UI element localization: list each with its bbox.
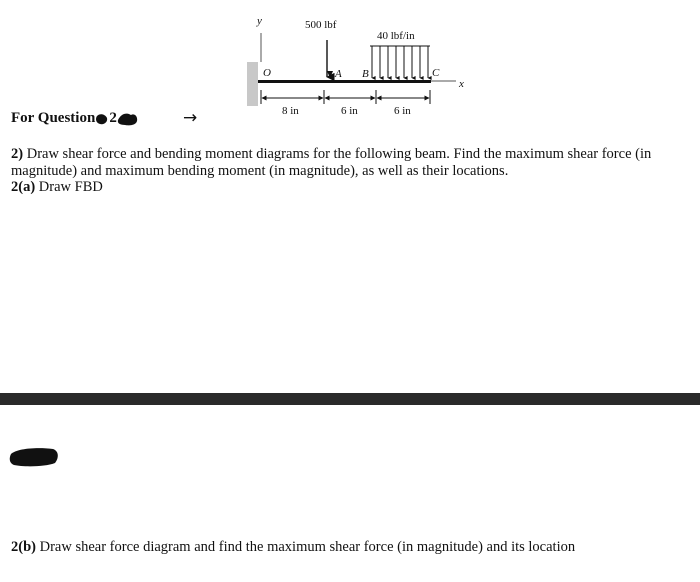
point-b-label: B	[362, 68, 369, 80]
y-axis-label: y	[257, 15, 262, 27]
redaction-mark-3	[9, 446, 59, 468]
question-2a: 2(a) Draw FBD	[11, 179, 103, 195]
dimension-label-1: 8 in	[282, 105, 299, 117]
question-body	[11, 146, 696, 196]
section-divider	[0, 393, 700, 405]
dimension-lines	[261, 90, 430, 104]
point-a-marker	[327, 71, 333, 78]
wall-support	[247, 62, 258, 106]
point-o-label: O	[263, 67, 271, 79]
arrow-icon: →	[183, 108, 198, 128]
point-load-label: 500 lbf	[305, 19, 337, 31]
question-2: 2) Draw shear force and bending moment diagrams for the following beam. Find the maximum shear force (in magnitude) and maximum bending moment (in magnitude), as well as their locations.	[11, 146, 652, 179]
question-heading	[11, 110, 139, 127]
point-c-label: C	[432, 67, 440, 79]
beam-diagram	[0, 0, 700, 120]
beam	[258, 80, 431, 83]
question-heading-prefix: For Question	[11, 110, 96, 126]
redaction-mark-2	[117, 111, 139, 127]
x-axis-label: x	[459, 78, 464, 90]
distributed-load-arrows	[372, 46, 428, 78]
distributed-load-label: 40 lbf/in	[377, 30, 415, 42]
question-heading-number: 2	[109, 110, 117, 126]
dimension-label-2: 6 in	[341, 105, 358, 117]
question-2b: 2(b) Draw shear force diagram and find the maximum shear force (in magnitude) and its location	[11, 539, 576, 555]
point-a-label: A	[335, 68, 342, 80]
dimension-label-3: 6 in	[394, 105, 411, 117]
redaction-mark-1	[95, 112, 109, 126]
